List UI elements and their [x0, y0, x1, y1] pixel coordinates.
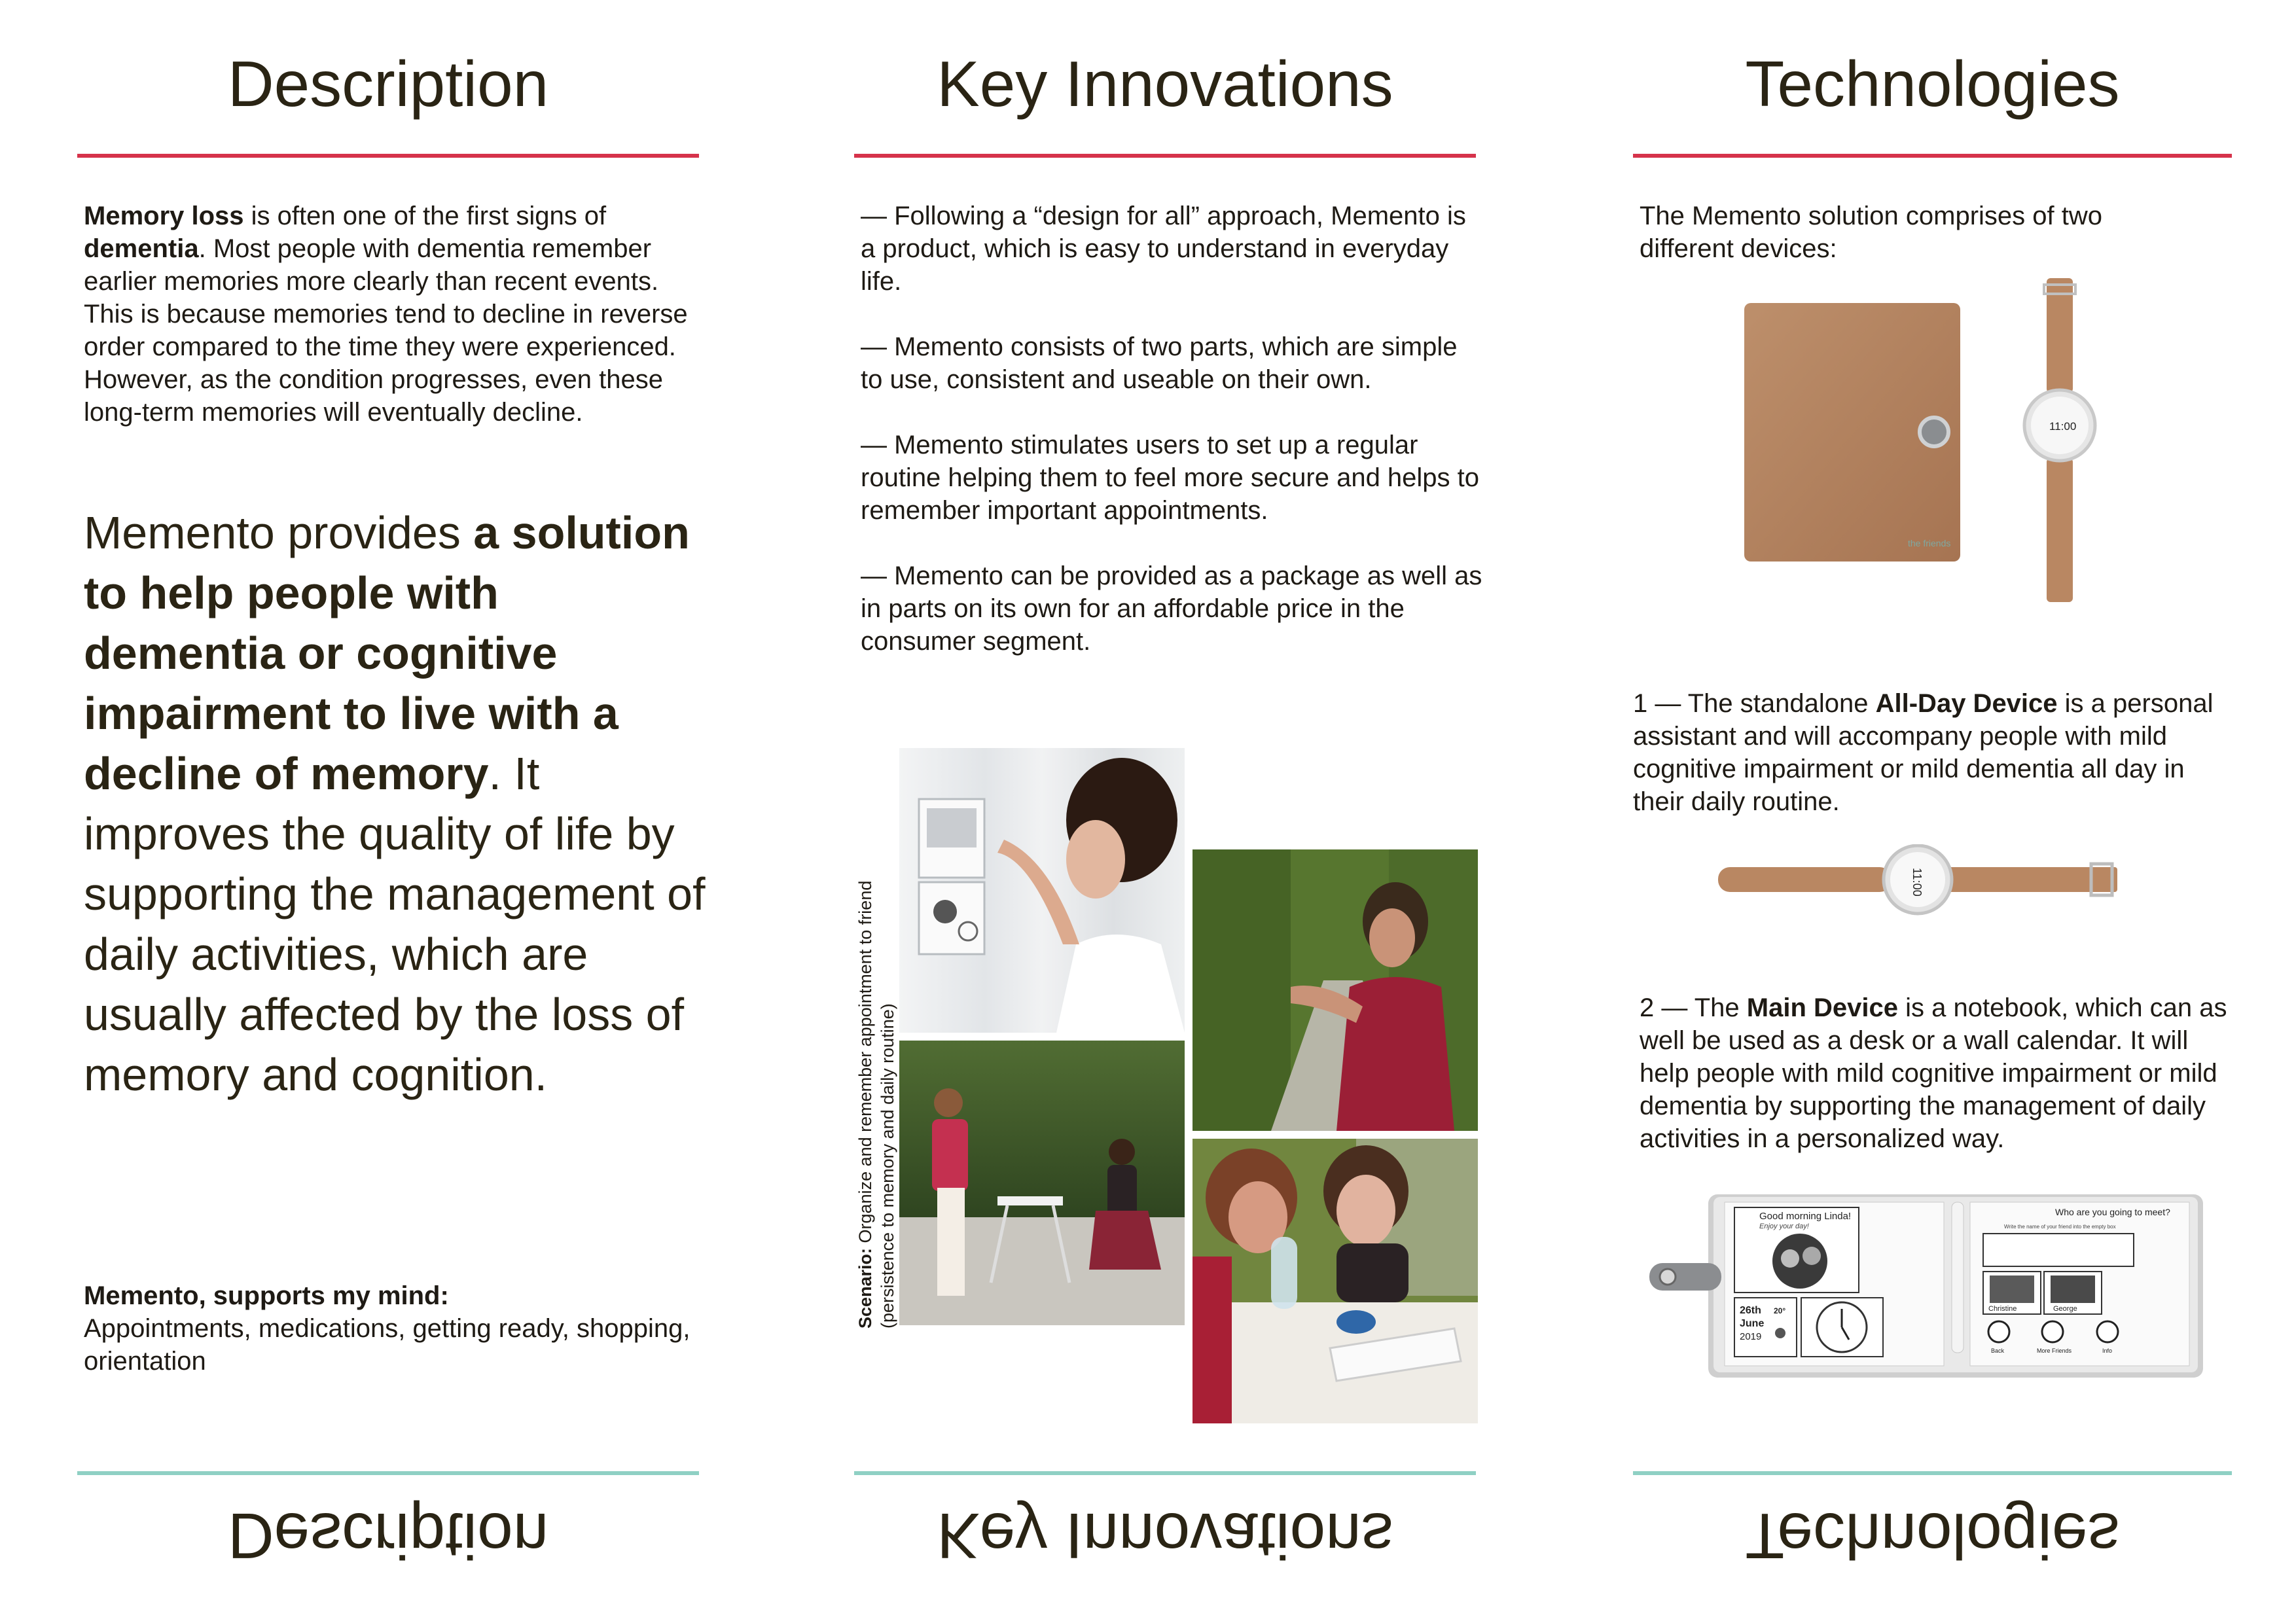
all-day-device-text: 1 — The standalone All-Day Device is a personal assistant and will accompany people with mild cognitive impairment or mild dementia all day in their daily routine. [1633, 689, 2214, 816]
supports-text: Appointments, medications, getting ready, shopping, orientation [84, 1314, 691, 1376]
watch-product-image [1718, 844, 2124, 916]
svg-text:Who are you going to meet?: Who are you going to meet? [2055, 1207, 2170, 1217]
svg-text:Enjoy your day!: Enjoy your day! [1759, 1222, 1809, 1230]
top-rule [77, 154, 699, 158]
svg-text:June: June [1740, 1318, 1765, 1329]
svg-text:11:00: 11:00 [2049, 420, 2077, 433]
all-day-device-label: All-Day Device [1875, 689, 2058, 718]
svg-text:Christine: Christine [1988, 1305, 2017, 1313]
innovation-item: — Following a “design for all” approach, Memento is a product, which is easy to understand in everyday life. [861, 202, 1466, 296]
svg-text:the friends: the friends [1908, 538, 1951, 548]
svg-text:Write the name of your friend: Write the name of your friend into the empty box [2004, 1224, 2116, 1230]
technologies-title: Technologies [1745, 48, 2120, 120]
photo-watch-check [1193, 849, 1478, 1131]
svg-text:Back: Back [1991, 1347, 2005, 1354]
svg-text:More Friends: More Friends [2037, 1347, 2072, 1354]
svg-text:26th: 26th [1740, 1305, 1761, 1316]
main-device-label: Main Device [1746, 993, 1899, 1022]
svg-text:George: George [2053, 1305, 2077, 1313]
memory-loss-bold: Memory loss [84, 202, 244, 230]
innovations-title: Key Innovations [937, 48, 1393, 120]
description-title-mirrored: Description [227, 1500, 549, 1572]
photo-cafe-meeting [899, 1041, 1185, 1325]
supports-title: Memento, supports my mind: [84, 1281, 449, 1310]
description-supports [84, 1279, 699, 1378]
top-rule [854, 154, 1476, 158]
bottom-rule [77, 1471, 699, 1475]
innovations-title-mirrored: Key Innovations [937, 1500, 1393, 1572]
main-device-text: 2 — The Main Device is a notebook, which can as well be used as a desk or a wall calendar. It will help people with mild cognitive impairment or mild dementia by supporting the management of daily activities in a personalized way. [1640, 993, 2227, 1153]
svg-text:Good morning Linda!: Good morning Linda! [1759, 1211, 1852, 1222]
top-rule [1633, 154, 2232, 158]
technologies-title-mirrored: Technologies [1745, 1500, 2120, 1572]
photo-wall-calendar [899, 748, 1185, 1033]
description-statement: Memento provides a solution to help people with dementia or cognitive impairment to live with a decline of memory. It improves the quality of life by supporting the management of daily activities, which are usually affected by the loss of memory and cognition. [84, 507, 706, 1100]
innovation-item: — Memento consists of two parts, which are simple to use, consistent and useable on their own. [861, 332, 1458, 394]
innovation-item: — Memento stimulates users to set up a regular routine helping them to feel more secure and helps to remember important appointments. [861, 431, 1480, 525]
svg-text:11:00: 11:00 [1910, 868, 1924, 897]
svg-text:20°: 20° [1774, 1306, 1786, 1315]
description-title: Description [227, 48, 549, 120]
description-intro: Memory loss is often one of the first signs of dementia. Most people with dementia remember earlier memories more clearly than recent events. This is because memories tend to decline in reverse order compared to the time they were experienced. However, as the condition progresses, even these long-term memories will eventually decline. [84, 202, 688, 427]
svg-text:Info: Info [2102, 1347, 2113, 1354]
scenario-caption: Scenario: Organize and remember appointment to friend (persistence to memory and daily routine) [855, 880, 897, 1329]
svg-text:2019: 2019 [1740, 1331, 1762, 1342]
innovations-list [861, 200, 1482, 690]
main-device-image [1649, 1188, 2206, 1384]
bottom-rule [854, 1471, 1476, 1475]
bottom-rule [1633, 1471, 2232, 1475]
devices-product-image [1744, 278, 2130, 625]
photo-notebook-use [1193, 1139, 1478, 1423]
innovation-item: — Memento can be provided as a package as well as in parts on its own for an affordable price in the consumer segment. [861, 562, 1482, 656]
technologies-intro: The Memento solution comprises of two different devices: [1640, 202, 2102, 263]
